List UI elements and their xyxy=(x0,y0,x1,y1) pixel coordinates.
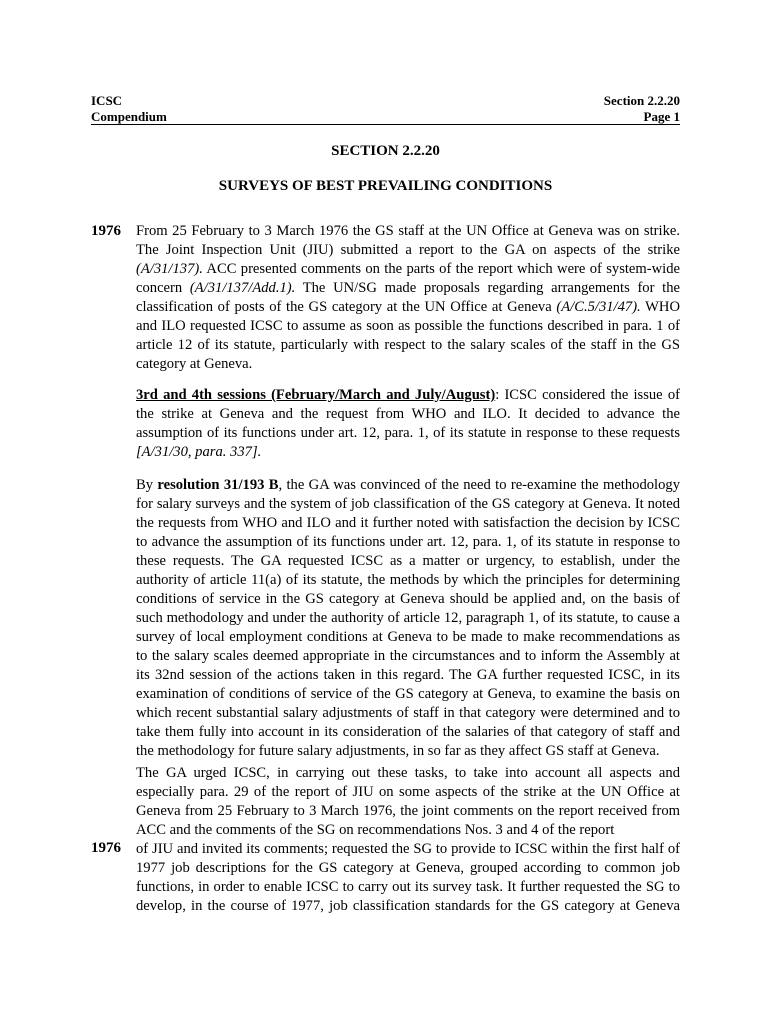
text-line: to advance the assumption of its functions under art. 12, para. 1, of its statute in response to xyxy=(136,534,680,550)
text-line: the methodology for future salary adjustments, in so far as they affect GS staff at Geneva. xyxy=(136,743,660,759)
text-line: which recent substantial salary adjustments of staff in that category were determined and to xyxy=(136,705,680,721)
text-line xyxy=(136,279,680,298)
text-line: authority of article 11(a) of its statute, the methods by which the principles for determining xyxy=(136,572,680,588)
text-line: category at Geneva. xyxy=(136,356,253,372)
document-ref: (A/31/137). xyxy=(136,261,203,277)
text-line: The Joint Inspection Unit (JIU) submitted a report to the GA on aspects of the strike xyxy=(136,242,680,258)
text-span: The UN/SG made proposals regarding arrangements for the xyxy=(295,280,680,296)
text-line: especially para. 29 of the report of JIU on some aspects of the strike at the UN Office at xyxy=(136,784,680,800)
text-line: Geneva from 25 February to 3 March 1976, the joint comments on the report received from xyxy=(136,803,680,819)
session-heading: 3rd and 4th sessions (February/March and July/August) xyxy=(136,387,496,403)
text-span: By xyxy=(136,477,158,493)
year-marker: 1976 xyxy=(91,223,121,239)
header-section: Section 2.2.20 xyxy=(603,93,680,108)
text-line: for salary surveys and the system of job classification of the GS category at Geneva. It noted xyxy=(136,496,680,512)
text-span: WHO xyxy=(640,299,680,315)
text-line: examination of conditions of service of the GS category at Geneva, to examine the basis on xyxy=(136,686,680,702)
paragraph-1 xyxy=(136,222,680,374)
text-line: conditions of service in the GS category at Geneva should be applied and, on the basis of xyxy=(136,591,680,607)
text-line: its 32nd session of the actions taken in this regard. The GA further requested ICSC, in its xyxy=(136,667,680,683)
text-line: develop, in the course of 1977, job classification standards for the GS category at Geneva xyxy=(136,898,680,914)
text-line: 1977 job descriptions for the GS category at Geneva, grouped according to common job xyxy=(136,860,680,876)
section-title: SECTION 2.2.20 xyxy=(331,143,440,159)
text-line: these requests. The GA requested ICSC as a matter or urgency, to establish, under the xyxy=(136,553,680,569)
text-line: to the salary scales deemed appropriate in the circumstances and to inform the Assembly at xyxy=(136,648,680,664)
header-doc: Compendium xyxy=(91,109,167,124)
subject-title: SURVEYS OF BEST PREVAILING CONDITIONS xyxy=(218,178,553,194)
resolution-ref: resolution 31/193 B xyxy=(157,477,279,493)
text-line: of JIU and invited its comments; requested the SG to provide to ICSC within the first half of xyxy=(136,841,680,857)
paragraph-4 xyxy=(136,764,680,916)
text-line: and ILO requested ICSC to assume as soon as possible the functions described in para. 1 of xyxy=(136,318,680,334)
header-page: Page 1 xyxy=(643,109,680,124)
text-line xyxy=(136,260,680,279)
document-ref: (A/C.5/31/47). xyxy=(556,299,641,315)
document-ref: [A/31/30, para. 337]. xyxy=(136,444,262,460)
text-line: the requests from WHO and ILO and it further noted with satisfaction the decision by ICSC xyxy=(136,515,680,531)
document-ref: (A/31/137/Add.1). xyxy=(189,280,296,296)
text-line: take them fully into account in its consideration of the salaries of that category of staff and xyxy=(136,724,680,740)
text-span: ACC presented comments on the parts of the report which were of system-wide xyxy=(202,261,680,277)
text-span: classification of posts of the GS category at the UN Office at Geneva xyxy=(136,299,557,315)
text-line: The GA urged ICSC, in carrying out these tasks, to take into account all aspects and xyxy=(136,765,680,781)
text-line: assumption of its functions under art. 12, para. 1, of its statute in response to these requests xyxy=(136,425,680,441)
text-span: concern xyxy=(136,280,190,296)
year-marker: 1976 xyxy=(91,840,121,856)
text-line: such methodology and under the authority of article 12, paragraph 1, of its statute, to cause a xyxy=(136,610,680,626)
text-line: ACC and the comments of the SG on recommendations Nos. 3 and 4 of the report xyxy=(136,822,615,838)
text-line: survey of local employment conditions at Geneva to be made to make recommendations as xyxy=(136,629,680,645)
text-line xyxy=(136,386,680,405)
text-line xyxy=(136,298,680,317)
paragraph-2 xyxy=(136,386,680,462)
text-span: , the GA was convinced of the need to re-examine the methodology xyxy=(278,477,680,493)
text-line: From 25 February to 3 March 1976 the GS staff at the UN Office at Geneva was on strike. xyxy=(136,223,680,239)
text-line: article 12 of its statute, particularly with respect to the salary scales of the staff in the GS xyxy=(136,337,680,353)
paragraph-3 xyxy=(136,476,680,761)
text-line: the strike at Geneva and the request from WHO and ILO. It decided to advance the xyxy=(136,406,680,422)
header-org: ICSC xyxy=(91,93,123,108)
text-span: : ICSC considered the issue of xyxy=(495,387,680,403)
running-header xyxy=(91,93,680,125)
header-rule xyxy=(91,124,680,125)
text-line xyxy=(136,476,680,495)
text-line: functions, in order to enable ICSC to carry out its survey task. It further requested the SG to xyxy=(136,879,680,895)
